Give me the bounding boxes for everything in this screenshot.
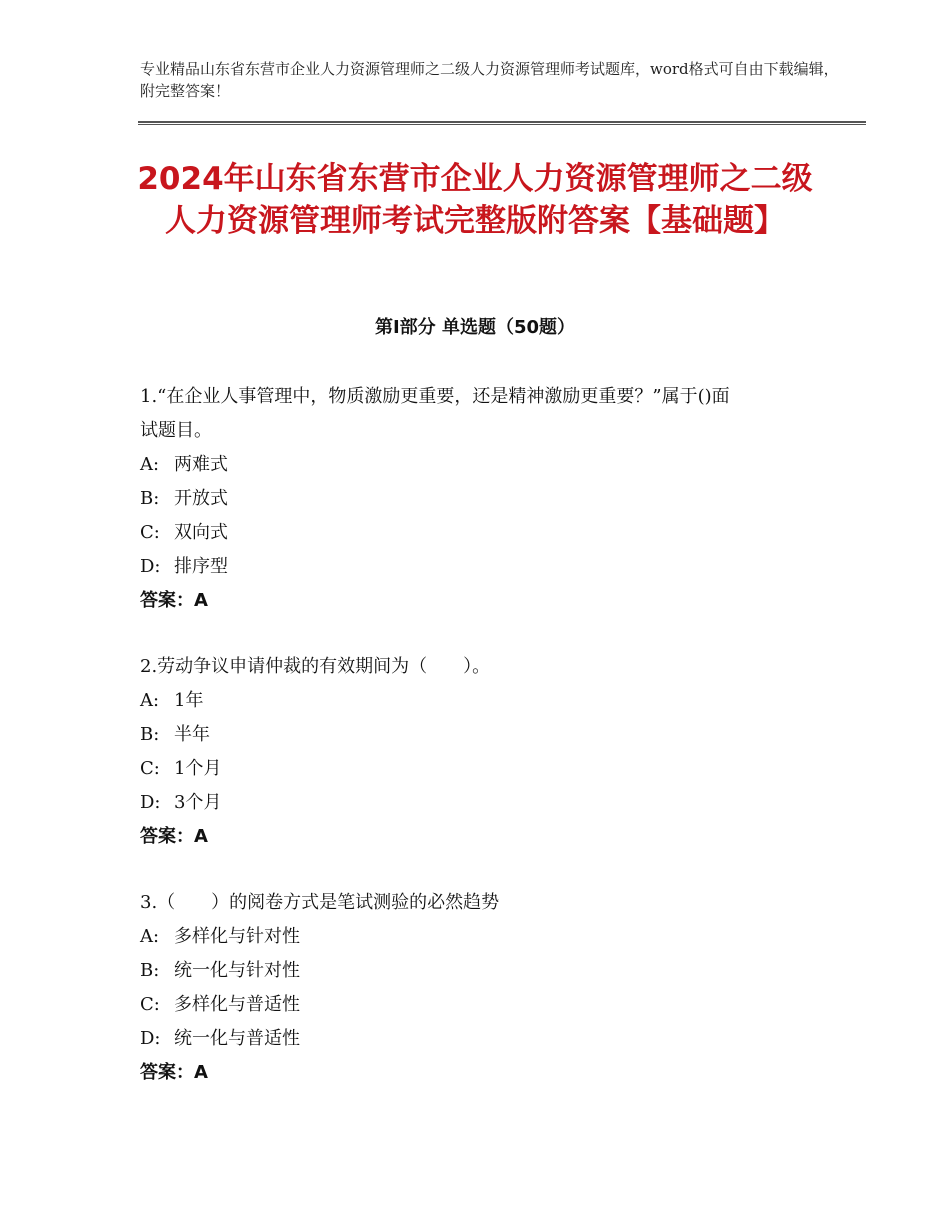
option-text: 两难式 (174, 454, 228, 475)
option-text: 1年 (174, 690, 204, 711)
option-text: 排序型 (174, 556, 228, 577)
option-c (140, 988, 860, 1022)
option-letter: D: (140, 1028, 161, 1049)
answer-line: 答案：A (140, 1062, 208, 1083)
option-text: 开放式 (174, 488, 228, 509)
question-3 (140, 886, 860, 1090)
option-letter: C: (140, 522, 160, 543)
option-text: 双向式 (174, 522, 228, 543)
header-note: 专业精品山东省东营市企业人力资源管理师之二级人力资源管理师考试题库，word格式可自由下载编辑，附完整答案！ (140, 60, 839, 100)
option-text: 1个月 (174, 758, 222, 779)
option-letter: C: (140, 994, 160, 1015)
option-letter: B: (140, 960, 160, 981)
option-text: 多样化与针对性 (174, 926, 300, 947)
option-c (140, 752, 860, 786)
question-1 (140, 380, 860, 618)
option-d (140, 786, 860, 820)
question-2 (140, 650, 860, 854)
question-stem: 2.劳动争议申请仲裁的有效期间为（ ）。 (140, 656, 491, 677)
option-b (140, 482, 860, 516)
document-title: 2024年山东省东营市企业人力资源管理师之二级人力资源管理师考试完整版附答案【基础题】 (137, 161, 813, 239)
question-stem: 3.（ ）的阅卷方式是笔试测验的必然趋势 (140, 892, 500, 913)
header-divider (138, 121, 866, 125)
answer-line: 答案：A (140, 590, 208, 611)
option-letter: D: (140, 792, 161, 813)
option-a (140, 920, 860, 954)
section-heading: 第Ⅰ部分 单选题（50题） (374, 317, 575, 338)
answer-line: 答案：A (140, 826, 208, 847)
option-text: 统一化与普适性 (174, 1028, 300, 1049)
option-c (140, 516, 860, 550)
option-a (140, 448, 860, 482)
option-a (140, 684, 860, 718)
option-b (140, 718, 860, 752)
question-stem: 1.“在企业人事管理中，物质激励更重要，还是精神激励更重要？”属于()面试题目。 (140, 386, 730, 441)
option-text: 统一化与针对性 (174, 960, 300, 981)
option-d (140, 550, 860, 584)
option-d (140, 1022, 860, 1056)
option-text: 多样化与普适性 (174, 994, 300, 1015)
option-letter: A: (140, 690, 160, 711)
option-letter: C: (140, 758, 160, 779)
option-letter: B: (140, 724, 160, 745)
option-letter: D: (140, 556, 161, 577)
option-text: 3个月 (174, 792, 222, 813)
option-letter: A: (140, 926, 160, 947)
option-letter: B: (140, 488, 160, 509)
option-letter: A: (140, 454, 160, 475)
option-b (140, 954, 860, 988)
question-list (140, 380, 860, 1122)
option-text: 半年 (174, 724, 210, 745)
